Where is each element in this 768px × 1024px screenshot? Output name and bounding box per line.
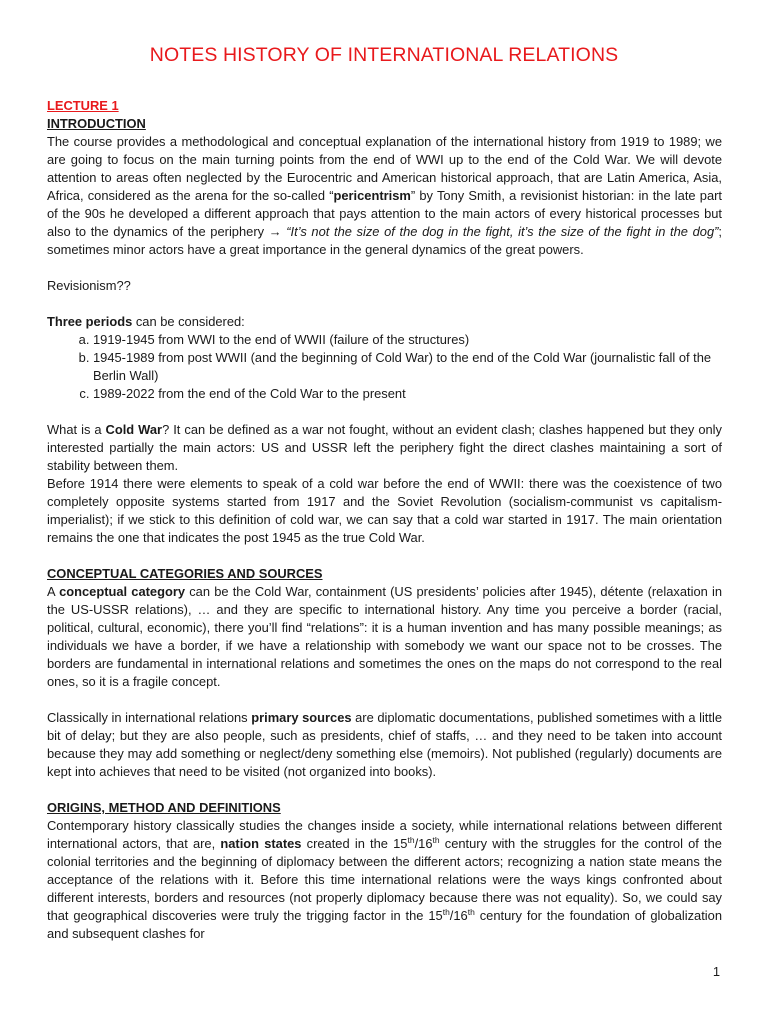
document-title: NOTES HISTORY OF INTERNATIONAL RELATIONS — [149, 44, 619, 66]
categories-paragraph: A conceptual category can be the Cold War, containment (US presidents’ policies after 1945), détente (relaxation in the US-USSR relations), … and they are specific to international history. Any time you perceive a border (racial, political, cultural, economic), there you’ll find “relations”: it is a human invention and has many possible meanings; as individuals we have a border, if we have a relationship with somebody we want our space not to be crosses. The borders are fundamental in international relations and sometimes the ones on the maps do not correspond to the real ones, so it is a fragile concept. — [47, 584, 723, 689]
lecture-label: LECTURE 1 — [47, 98, 119, 113]
arrow-icon: → — [268, 224, 282, 239]
cold-war-paragraph-2: Before 1914 there were elements to speak of a cold war before the end of WWII: there was the coexistence of two completely opposite systems started from 1917 and the Soviet Revolution (socialism-communist vs capitalism-imperialist); if we stick to this definition of cold war, we can say that a cold war started in 1917. The main orientation remains the one that indicates the post 1945 as the true Cold War. — [47, 476, 722, 545]
periods-list — [47, 331, 722, 403]
revisionism-note: Revisionism?? — [47, 278, 131, 293]
introduction-paragraph: The course provides a methodological and conceptual explanation of the international history from 1919 to 1989; we are going to focus on the main turning points from the end of WWI up to the end of the Cold War. We will devote attention to areas often neglected by the Eurocentric and American historical approach, that are Latin America, Asia, Africa, considered as the arena for the so-called “pericentrism” by Tony Smith, a revisionist historian: in the late part of the 90s he developed a different approach that pays attention to the main actors of every historical processes but also to the dynamics of the periphery → “It’s not the size of the dog in the fight, it’s the size of the fight in the dog”; sometimes minor actors have a great importance in the general dynamics of the great powers. — [47, 134, 722, 257]
origins-paragraph: Contemporary history classically studies the changes inside a society, while international relations between different international actors, that are, nation states created in the 15th/16th century with the struggles for the control of the colonial territories and the beginning of diplomacy between the different actors; recognizing a nation state means the acceptance of the relations with it. Before this time international relations were the ways kings confronted about different interests, borders and resources (not properly diplomacy because there was not equality). So, we could say that geographical discoveries were truly the trigging factor in the 15th/16th century for the foundation of globalization and subsequent clashes for — [47, 818, 722, 941]
list-item: b. 1945-1989 from post WWII (and the beginning of Cold War) to the end of the Cold War (journalistic fall of the Berlin Wall) — [93, 349, 722, 385]
list-item: c. 1989-2022 from the end of the Cold War to the present — [93, 385, 722, 403]
periods-intro: Three periods can be considered: — [47, 314, 245, 329]
introduction-heading: INTRODUCTION — [47, 116, 146, 131]
document-body — [47, 97, 722, 943]
sources-paragraph: Classically in international relations primary sources are diplomatic documentations, published sometimes with a little bit of delay; but they are also people, such as presidents, chief of staffs, … and they need to be taken into account because they may add something or neglect/deny something else (memoirs). Not published (regularly) documents are kept into achieves that need to be visited (not organized into books). — [47, 710, 723, 779]
list-item: a. 1919-1945 from WWI to the end of WWII (failure of the structures) — [93, 331, 722, 349]
categories-heading: CONCEPTUAL CATEGORIES AND SOURCES — [47, 566, 323, 581]
cold-war-paragraph: What is a Cold War? It can be defined as a war not fought, without an evident clash; clashes happened but they only interested partially the main actors: US and USSR left the periphery fight the direct clashes maintaining a sort of stability between them. — [47, 422, 722, 473]
origins-heading: ORIGINS, METHOD AND DEFINITIONS — [47, 800, 281, 815]
page-number: 1 — [712, 964, 720, 979]
